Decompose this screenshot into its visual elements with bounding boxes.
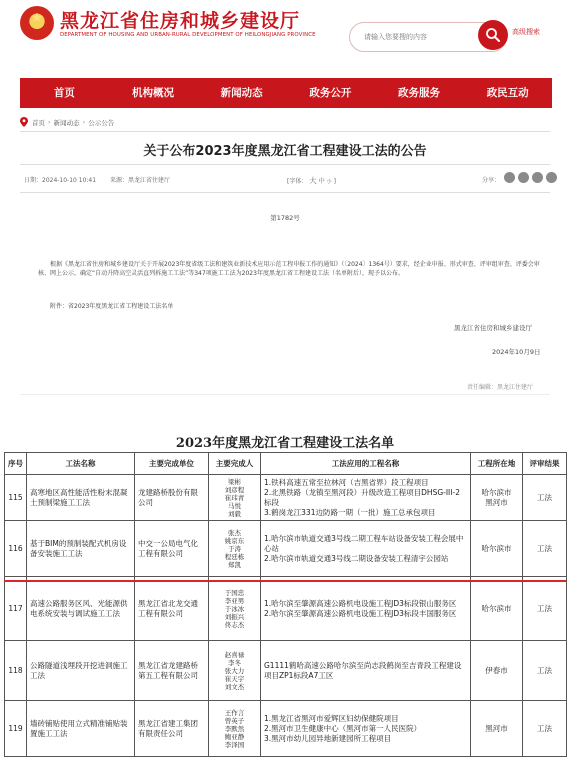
nav-item-gov-service[interactable]: 政务服务: [398, 87, 441, 99]
breadcrumb-notices[interactable]: 公示公告: [88, 118, 115, 127]
qq-share-icon[interactable]: [532, 172, 543, 183]
article-date: 日期：2024-10-10 10:41: [24, 177, 97, 184]
article-paragraph: 根据《黑龙江省住房和城乡建设厅关于开展2023年度省级工法和建筑业新技术应用示范工程申报工作的通知》（〔2024〕1364号）要求，经企业申报、形式审查、评审组审查、评委会审核、网上公示，确定“自动升降高空灵活直列拆施工工法”等347项施工工法为2023年度黑龙江省工程建设工法（名单附后），现予以公布。: [38, 261, 540, 277]
cell-projects: 1.哈尔滨至肇源高速公路机电设施工程JD3标段银山服务区 2.哈尔滨至肇源高速公路机电设施工程JD3标段丰国服务区: [261, 577, 471, 641]
nav-item-interaction[interactable]: 政民互动: [486, 87, 529, 99]
method-list-table: [4, 452, 567, 757]
attachment-link[interactable]: 附件：省2023年度黑龙江省工程建设工法名单: [50, 303, 174, 310]
cell-name: 高速公路服务区风、光能源供电系统安装与调试施工工法: [27, 577, 135, 641]
cell-no: 118: [5, 641, 27, 701]
signer: 黑龙江省住房和城乡建设厅: [454, 324, 532, 332]
cell-projects: 1.哈尔滨市轨道交通3号线二期工程车站设备安装工程会展中心站 2.哈尔滨市轨道交通3号线二期设备安装工程清宇公园站: [261, 521, 471, 577]
cell-unit: 黑龙江省龙建路桥第五工程有限公司: [135, 641, 209, 701]
font-size-medium[interactable]: 中: [318, 178, 325, 185]
weibo-share-icon[interactable]: [504, 172, 515, 183]
cell-location: 哈尔滨市 黑河市: [471, 475, 523, 521]
cell-projects: 1.黑龙江省黑河市爱辉区妇幼保健院项目 2.黑河市卫生健康中心（黑河市第一人民医院） 3.黑河市幼儿园异地新建园所工程项目: [261, 701, 471, 757]
cell-no: 116: [5, 521, 27, 577]
col-header-projects: 工法应用的工程名称: [261, 453, 471, 475]
cell-unit: 黑龙江省建工集团有限责任公司: [135, 701, 209, 757]
font-size-label: [字体：: [287, 178, 308, 185]
cell-result: 工法: [523, 521, 567, 577]
divider: [20, 131, 550, 132]
table-row: [5, 577, 567, 641]
col-header-location: 工程所在地: [471, 453, 523, 475]
cell-no: 117: [5, 577, 27, 641]
cell-result: 工法: [523, 475, 567, 521]
cell-location: 哈尔滨市: [471, 521, 523, 577]
article-title: 关于公布2023年度黑龙江省工程建设工法的公告: [143, 144, 427, 159]
table-row: [5, 701, 567, 757]
col-header-unit: 主要完成单位: [135, 453, 209, 475]
cell-result: 工法: [523, 577, 567, 641]
share-icons: [504, 172, 557, 183]
cell-name: 高寒地区高性能活性粉末混凝土预制梁施工工法: [27, 475, 135, 521]
nav-item-home[interactable]: 首页: [53, 87, 75, 99]
cell-unit: 黑龙江省北龙交通工程有限公司: [135, 577, 209, 641]
breadcrumb: [20, 116, 114, 128]
cell-result: 工法: [523, 641, 567, 701]
advanced-search-link[interactable]: 高级搜索: [512, 28, 540, 36]
article-source: 来源：黑龙江省住建厅: [110, 177, 171, 184]
national-emblem-logo: ★: [20, 6, 54, 40]
search-button[interactable]: [478, 20, 508, 50]
qzone-share-icon[interactable]: [546, 172, 557, 183]
location-pin-icon: [20, 117, 28, 127]
divider: [20, 164, 550, 165]
cell-no: 115: [5, 475, 27, 521]
document-title: 2023年度黑龙江省工程建设工法名单: [175, 436, 395, 451]
col-header-no: 序号: [5, 453, 27, 475]
cell-people: 张杰 姚京东 于涛 程廷栋 郑凯: [209, 521, 261, 577]
nav-item-gov-info[interactable]: 政务公开: [309, 87, 352, 99]
divider: [20, 192, 550, 193]
breadcrumb-separator: ›: [82, 118, 86, 126]
cell-people: 于国忠 李亚男 于冰冰 刘振兴 佟志杰: [209, 577, 261, 641]
cell-name: 公路隧道浅埋段开挖进洞施工工法: [27, 641, 135, 701]
cell-people: 梁彬 刘彦程 崔玮青 马悦 刘毅: [209, 475, 261, 521]
cell-projects: 1.铁科高速五常至拉林河（吉黑省界）段工程项目 2.北黑铁路（龙镇至黑河段）升级改造工程项目DHSG-III-2标段 3.鹤岗龙江331边防路一期（一批）施工总承包项目: [261, 475, 471, 521]
cell-no: 119: [5, 701, 27, 757]
share-label: 分享：: [482, 177, 501, 184]
table-row: [5, 641, 567, 701]
editor-source: 责任编辑：黑龙江住建厅: [467, 384, 534, 391]
col-header-result: 评审结果: [523, 453, 567, 475]
nav-item-news[interactable]: 新闻动态: [220, 87, 263, 99]
cell-name: 墙砖铺贴使用立式精准铺贴装置施工工法: [27, 701, 135, 757]
cell-location: 哈尔滨市: [471, 577, 523, 641]
table-header-row: [5, 453, 567, 475]
wechat-share-icon[interactable]: [518, 172, 529, 183]
cell-unit: 中交一公局电气化工程有限公司: [135, 521, 209, 577]
breadcrumb-news[interactable]: 新闻动态: [53, 118, 80, 127]
col-header-people: 主要完成人: [209, 453, 261, 475]
document-number: 第1782号: [270, 214, 300, 222]
site-title[interactable]: 黑龙江省住房和城乡建设厅: [60, 10, 301, 32]
cell-result: 工法: [523, 701, 567, 757]
col-header-name: 工法名称: [27, 453, 135, 475]
cell-location: 伊春市: [471, 641, 523, 701]
site-header: [0, 0, 570, 78]
cell-projects: G1111鹤哈高速公路哈尔滨至尚志段鹤岗至吉青段工程建设项目ZP1标段A7工区: [261, 641, 471, 701]
sign-date: 2024年10月9日: [492, 348, 541, 356]
breadcrumb-home[interactable]: 首页: [32, 118, 45, 127]
table-row: [5, 475, 567, 521]
main-nav: [20, 78, 552, 108]
font-size-close: ]: [333, 178, 336, 185]
font-size-control: [287, 175, 336, 186]
divider: [20, 394, 550, 395]
cell-people: 王作言 曾英子 李默然 鲍亚静 李泽国: [209, 701, 261, 757]
nav-item-about[interactable]: 机构概况: [132, 87, 174, 99]
red-divider-line: [4, 580, 566, 582]
cell-unit: 龙建路桥股份有限公司: [135, 475, 209, 521]
search-icon: [485, 27, 501, 43]
font-size-large[interactable]: 大: [309, 176, 317, 185]
search-input[interactable]: [364, 30, 474, 44]
cell-location: 黑河市: [471, 701, 523, 757]
breadcrumb-separator: ›: [48, 118, 51, 126]
table-row: [5, 521, 567, 577]
attachment-document-image: [0, 400, 570, 758]
site-subtitle: DEPARTMENT OF HOUSING AND URBAN-RURAL DEVELOPMENT OF HEILONGJIANG PROVINCE: [60, 32, 316, 38]
cell-people: 赵喜禄 李冬 张大力 崔天宇 刘文杰: [209, 641, 261, 701]
cell-name: 基于BIM的预制装配式机房设备安装施工工法: [27, 521, 135, 577]
font-size-small[interactable]: 小: [326, 179, 332, 185]
